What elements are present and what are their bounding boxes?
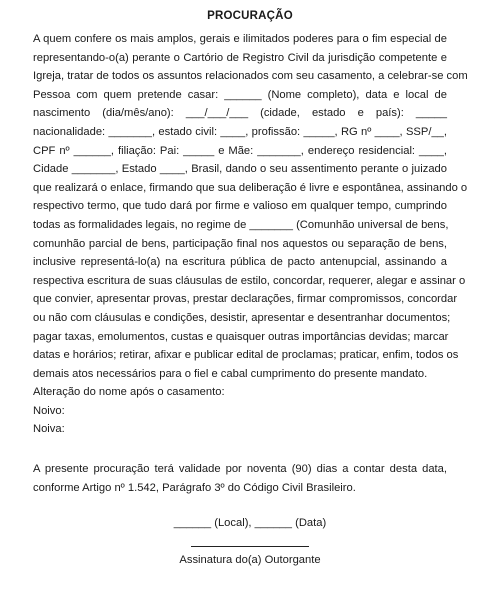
body-line: nacionalidade: _______, estado civil: ____, profissão: _____, RG nº ____, SSP/__, [33, 125, 447, 138]
signature-label: Assinatura do(a) Outorgante [179, 554, 321, 566]
body-line: inclusive representá-lo(a) na escritura pública de pacto antenupcial, assinando a [33, 256, 447, 269]
validity-line: A presente procuração terá validade por noventa (90) dias a contar desta data, [33, 463, 447, 475]
body-line: que convier, apresentar provas, prestar declarações, firmar compromissos, concordar [33, 293, 458, 306]
bride-label: Noiva: [33, 423, 65, 436]
body-line: Cidade _______, Estado ____, Brasil, dando o seu assentimento perante o juizado [33, 163, 447, 176]
validity-line: conforme Artigo nº 1.542, Parágrafo 3º do Código Civil Brasileiro. [33, 481, 356, 494]
body-line: demais atos necessários para o fiel e cabal cumprimento do presente mandato. [33, 367, 428, 380]
validity-clause [33, 460, 447, 497]
place-date-line: ______ (Local), ______ (Data) [173, 517, 327, 529]
name-change-label: Alteração do nome após o casamento: [33, 386, 225, 399]
body-line: Pessoa com quem pretende casar: ______ (Nome completo), data e local de [33, 88, 447, 101]
document-body [33, 30, 468, 439]
body-line: datas e horários; retirar, afixar e publicar edital de proclamas; praticar, enfim, todos os [33, 349, 459, 362]
body-line: CPF nº ______, filiação: Pai: _____ e Mãe: _______, endereço residencial: ____, [33, 144, 447, 157]
body-line: Igreja, tratar de todos os assuntos relacionados com seu casamento, a celebrar-se com [33, 70, 468, 83]
body-line: ou não com cláusulas e condições, desistir, apresentar e desentranhar documentos; [33, 311, 451, 324]
signature-block [0, 514, 500, 569]
body-line: representando-o(a) perante o Cartório de Registro Civil da jurisdição competente e [33, 51, 447, 64]
body-line: respectiva escritura de suas cláusulas de estilo, concordar, requerer, alegar e assinar o [33, 274, 466, 287]
body-line: A quem confere os mais amplos, gerais e ilimitados poderes para o fim especial de [33, 33, 447, 45]
signature-line [191, 546, 309, 547]
body-line: pagar taxas, emolumentos, custas e quaisquer outras importâncias devidas; marcar [33, 330, 449, 343]
body-line: comunhão parcial de bens, participação final nos aquestos ou separação de bens, [33, 237, 447, 250]
document-title: PROCURAÇÃO [207, 10, 293, 22]
body-line: todas as formalidades legais, no regime de _______ (Comunhão universal de bens, [33, 218, 449, 231]
body-line: nascimento (dia/mês/ano): ___/___/___ (cidade, estado e país): _____ [33, 107, 447, 120]
groom-label: Noivo: [33, 404, 65, 417]
body-line: respectivo termo, que tudo dará por firme e valioso em qualquer tempo, cumprindo [33, 200, 447, 213]
body-line: que realizará o enlace, firmando que sua deliberação é livre e espontânea, assinando o [33, 181, 468, 194]
